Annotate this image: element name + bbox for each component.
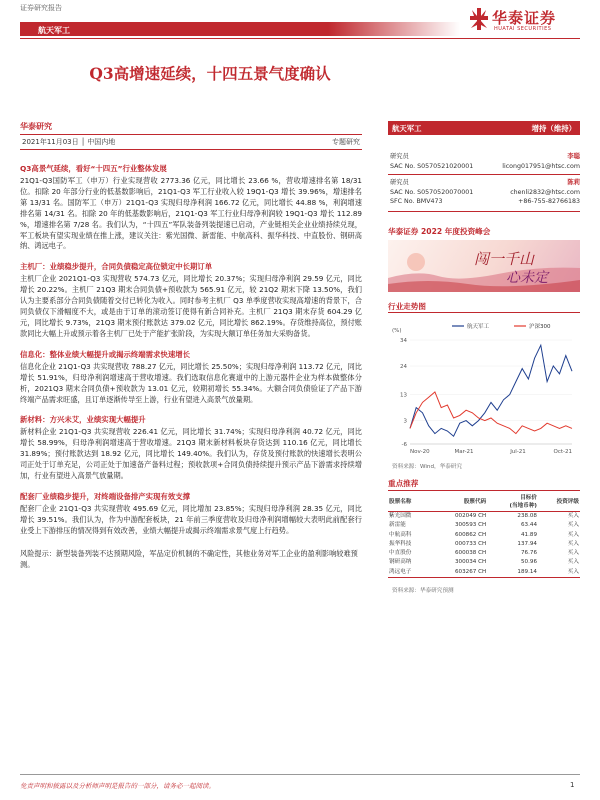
chart-source: 资料来源：Wind，华泰研究 xyxy=(392,464,462,470)
y-tick-label: 24 xyxy=(400,364,407,370)
meta-bar xyxy=(20,134,362,150)
table-row xyxy=(388,540,580,549)
rating-bar xyxy=(388,121,580,135)
table-row xyxy=(388,521,580,530)
target-price: 63.44 xyxy=(520,522,537,529)
legend-label: 沪深300 xyxy=(529,324,551,330)
stock-code: 603267 CH xyxy=(430,568,487,578)
table-row xyxy=(388,512,580,522)
report-date: 2021年11月03日 │ 中国内地 xyxy=(22,138,116,146)
report-title: Q3高增速延续，十四五景气度确认 xyxy=(89,64,331,83)
stock-name: 新雷能 xyxy=(389,522,406,529)
investment-rating: 买入 xyxy=(567,513,579,519)
analyst-name: 陈莉 xyxy=(567,179,580,186)
section-heading-5: 配套厂业绩稳步提升，对终端设备排产实现有效支撑 xyxy=(20,491,190,501)
summit-slogan-b: 心未定 xyxy=(506,270,548,286)
rec-header: 目标价 (当地币种) xyxy=(487,491,538,512)
analyst-cert: SAC No. S0570521020001 xyxy=(390,162,474,170)
series-line-2 xyxy=(410,392,572,434)
recommendation-table xyxy=(388,490,580,578)
footer-rule xyxy=(20,774,580,775)
section-text-5: 配套厂企业 21Q1-Q3 共实现营收 495.69 亿元，同比增加 23.85%；实现归母净利润 28.35 亿元，同比增长 39.51%。我们认为，作为中游配套板块，21 年前三季度营收及归母净利润增幅较大表明此前配套行业受上下游排压的情况得到有效改善，业绩大幅提升或揭示终端需求景气度上行趋势。 xyxy=(20,503,362,535)
sector-tag: 航天军工 xyxy=(38,26,70,35)
target-price: 189.14 xyxy=(487,568,538,578)
y-tick-label: 34 xyxy=(400,338,407,344)
main-content xyxy=(20,153,362,578)
brand-label: 华泰研究 xyxy=(20,122,52,131)
x-tick-label: Nov-20 xyxy=(410,449,430,455)
rating-value: 增持（维持） xyxy=(531,124,576,133)
table-row xyxy=(388,558,580,567)
page-number: 1 xyxy=(570,781,575,789)
analyst-email[interactable]: licong017951@htsc.com xyxy=(502,162,580,170)
analyst-sfc: SFC No. BMV473 xyxy=(390,198,443,205)
rec-header: 股票名称 xyxy=(388,491,430,512)
table-row xyxy=(388,549,580,558)
section-heading-1: Q3高景气延续，看好“十四五”行业整体发展 xyxy=(20,164,167,173)
summit-title: 华泰证券 2022 年度投资峰会 xyxy=(388,227,491,236)
section-text-4: 新材料企业 21Q1-Q3 共实现营收 226.41 亿元，同比增长 31.74%；实现归母净利润 40.72 亿元，同比增长 58.99%，归母净利润增速高于营收增速。21Q3 期末新材料板块存货达到 110.16 亿元，同比增长 31.89%；预付账款达到 18.92 亿元，同比增长 149.40%。我们认为，存货及预付账款的快速增长表明公司正处于订单充足，公司正处于加速备产备料过程；预收款项+合同负债持续提升预示产品下游需求持续增加，行业有望进入高景气放量期。 xyxy=(20,427,362,481)
section-text-2: 主机厂企业 2021Q1-Q3 实现营收 574.73 亿元，同比增长 20.37%；实现归母净利润 29.59 亿元，同比增长 20.22%。主机厂 21Q3 期末合同负债+预收款为 565.91 亿元，较 21Q2 期末下降 13.50%，我们认为主要系部分合同负债随着交付已转化为收入。同时参考主机厂 Q3 单季度营收实现高增速的背景下，合同负债仅下滑幅度不大，或是由于订单的滚动签订使得有新合同补充。主机厂 21Q3 期末存货 604.29 亿元，同比增长 9.73%，21Q3 期末预付账款达 379.02 亿元，同比增长 862.19%。存货维持高位，预付账款同比大幅上升或预示着各主机厂已处于产能扩张阶段，为实现大额订单任务加大采购备货。 xyxy=(20,274,362,338)
summit-slogan-a: 闯一千山 xyxy=(474,250,535,268)
section-heading-4: 新材料：方兴未艾，业绩实现大幅提升 xyxy=(20,415,146,425)
analyst-role: 研究员 xyxy=(390,153,409,160)
summit-artwork xyxy=(388,240,580,292)
stock-name: 鸿远电子 xyxy=(388,568,430,578)
header-rule xyxy=(20,38,580,39)
investment-rating: 买入 xyxy=(567,559,579,566)
huatai-logo-icon xyxy=(470,8,488,30)
y-tick-label: 13 xyxy=(400,392,407,399)
section-heading-3: 信息化：整体业绩大幅提升或揭示终端需求快速增长 xyxy=(20,349,190,359)
analyst-role: 研究员 xyxy=(390,179,409,186)
stock-name: 振华科技 xyxy=(389,540,412,547)
analyst-phone: +86-755-82766183 xyxy=(518,198,580,205)
target-price: 238.08 xyxy=(517,513,537,519)
x-tick-label: Jul-21 xyxy=(510,449,526,455)
header-band xyxy=(20,22,460,36)
x-tick-label: Oct-21 xyxy=(553,449,572,455)
investment-rating: 买入 xyxy=(538,568,580,578)
stock-code: 300034 CH xyxy=(454,559,487,566)
analyst-divider xyxy=(388,211,580,212)
trend-rule xyxy=(388,312,580,313)
x-tick-label: Mar-21 xyxy=(454,449,474,455)
analyst-name: 李聪 xyxy=(567,153,580,160)
legend-label: 航天军工 xyxy=(467,324,490,330)
risk-warning: 风险提示：新型装备列装不达预期风险，军品定价机制的不确定性，其他业务对军工企业的盈利影响较难预测。 xyxy=(20,548,358,569)
summit-banner[interactable] xyxy=(388,240,580,292)
section-heading-2: 主机厂：业绩稳步提升，合同负债稳定高位锁定中长期订单 xyxy=(20,262,213,272)
investment-rating: 买入 xyxy=(567,540,579,547)
stock-code: 000733 CH xyxy=(454,540,487,547)
trend-title: 行业走势图 xyxy=(388,302,426,311)
analyst-1 xyxy=(390,152,580,171)
stock-code: 002049 CH xyxy=(454,513,487,519)
series-line-1 xyxy=(410,345,572,436)
huatai-logo xyxy=(470,6,586,36)
section-text-3: 信息化企业 21Q1-Q3 共实现营收 788.27 亿元，同比增长 25.50%；实现归母净利润 113.72 亿元，同比增长 51.91%，归母净利润增速高于营收增速。我们选取信息化赛道中的上游元器件企业为样本做整体分析，2021Q3 期末合同负债+预收款为 13.01 亿元，较期初增长 55.34%。大额合同负债验证了产品下游终端产品需求旺盛，且订单逐渐传导至上游，行业有望进入高景气放量期。 xyxy=(20,361,362,404)
stock-name: 钢研高纳 xyxy=(389,559,412,566)
stock-name: 中航高科 xyxy=(389,531,412,538)
target-price: 50.96 xyxy=(520,559,537,566)
investment-rating: 买入 xyxy=(567,531,579,538)
y-tick-label: -6 xyxy=(401,442,407,448)
analyst-divider xyxy=(388,174,580,175)
investment-rating: 买入 xyxy=(567,550,579,557)
analyst-cert: SAC No. S0570520070001 xyxy=(390,188,474,196)
logo-text-en: HUATAI SECURITIES xyxy=(494,26,552,32)
trend-chart xyxy=(388,316,580,462)
y-axis-label: (%) xyxy=(392,328,402,334)
stock-code: 600038 CH xyxy=(454,550,487,557)
rating-sector: 航天军工 xyxy=(392,124,422,133)
target-price: 41.89 xyxy=(520,531,537,538)
analyst-2 xyxy=(390,178,580,207)
rec-source: 资料来源：华泰研究预测 xyxy=(392,588,454,594)
stock-name: 中直股份 xyxy=(389,550,412,557)
report-type: 证券研究报告 xyxy=(20,4,62,12)
target-price: 76.76 xyxy=(520,550,537,557)
disclaimer-note: 免责声明和披露以及分析师声明是报告的一部分，请务必一起阅读。 xyxy=(20,782,215,790)
stock-code: 300593 CH xyxy=(454,522,487,529)
investment-rating: 买入 xyxy=(567,522,579,529)
target-price: 137.94 xyxy=(517,540,537,547)
logo-text-cn: 华泰证券 xyxy=(492,9,557,27)
rec-header: 股票代码 xyxy=(430,491,487,512)
table-row xyxy=(388,568,580,578)
section-text-1: 21Q1-Q3国防军工（申万）行业实现营收 2773.36 亿元，同比增长 23.66 %，营收增速排名第 18/31 位。扣除 20 年部分行业的低基数影响后，21Q1-Q3 军工行业收入较 19Q1-Q3 增长 39.96%，增速排名第 13/31 名。国防军工（申万）21Q1-Q3 实现归母净利润 166.72 亿元，同比增长 44.88 %，利润增速排名第 14/31 名。扣除 20 年的低基数影响后，21Q1-Q3 军工行业归母净利润较 19Q1-Q3 增长 112.89 %，增速排名第 7/28 名。我们认为，“十四五”军队装备列装提速已启动，产业链相关企业业绩持续兑现，军工板块有望实现业绩在推上涨，建议关注：紫光国微、新雷能、中航高科、振华科技、中直股份、钢研高纳、鸿远电子。 xyxy=(20,176,362,251)
rec-header: 投资评级 xyxy=(538,491,580,512)
analyst-email[interactable]: chenli2832@htsc.com xyxy=(510,188,580,196)
stock-name: 紫光国微 xyxy=(389,513,412,519)
report-kind: 专题研究 xyxy=(332,138,360,146)
table-row xyxy=(388,531,580,540)
rec-title: 重点推荐 xyxy=(388,479,419,488)
y-tick-label: 3 xyxy=(403,418,407,425)
stock-code: 600862 CH xyxy=(454,531,487,538)
